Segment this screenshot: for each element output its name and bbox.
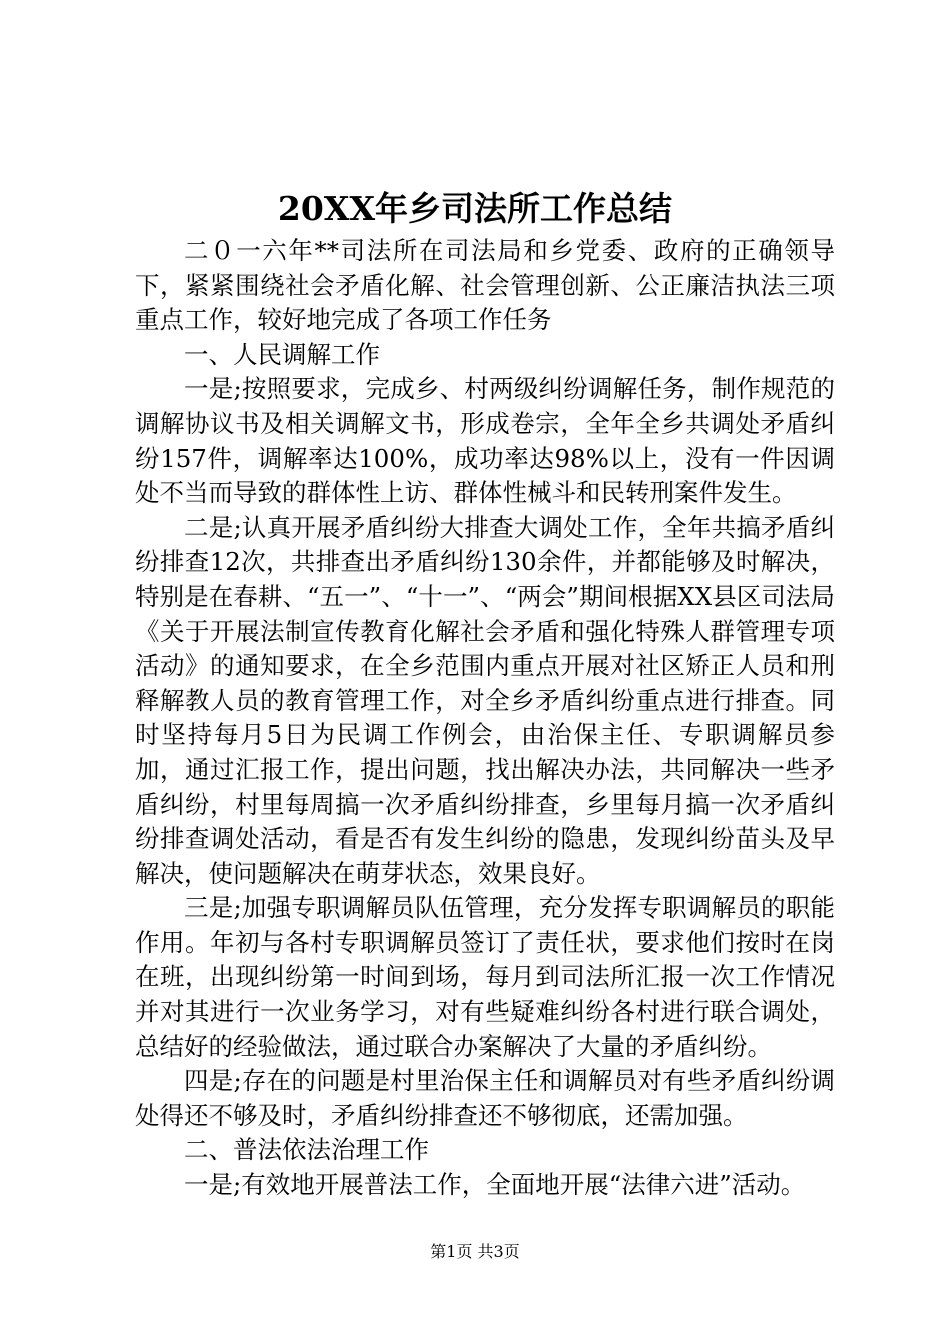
document-body — [135, 234, 835, 1203]
paragraph-intro: 二０一六年**司法所在司法局和乡党委、政府的正确领导下，紧紧围绕社会矛盾化解、社会管理创新、公正廉洁执法三项重点工作，较好地完成了各项工作任务 — [135, 236, 835, 335]
section-heading-legal-education: 二、普法依法治理工作 — [184, 1135, 429, 1165]
paragraph-item-1: 一是;按照要求，完成乡、村两级纠纷调解任务，制作规范的调解协议书及相关调解文书，形成卷宗，全年全乡共调处矛盾纠纷157件，调解率达100%，成功率达98%以上，没有一件因调处不当而导致的群体性上访、群体性械斗和民转刑案件发生。 — [135, 374, 835, 508]
document-title: 20XX年乡司法所工作总结 — [277, 189, 673, 228]
paragraph-item-4: 四是;存在的问题是村里治保主任和调解员对有些矛盾纠纷调处得还不够及时，矛盾纠纷排查还不够彻底，还需加强。 — [135, 1066, 835, 1130]
paragraph-legal-item-1: 一是;有效地开展普法工作，全面地开展“法律六进”活动。 — [184, 1170, 806, 1200]
paragraph-item-2: 二是;认真开展矛盾纠纷大排查大调处工作，全年共搞矛盾纠纷排查12次，共排查出矛盾纠纷130余件，并都能够及时解决，特别是在春耕、“五一”、“十一”、“两会”期间根据XX县区司法局《关于开展法制宣传教育化解社会矛盾和强化特殊人群管理专项活动》的通知要求，在全乡范围内重点开展对社区矫正人员和刑释解教人员的教育管理工作，对全乡矛盾纠纷重点进行排查。同时坚持每月5日为民调工作例会，由治保主任、专职调解员参加，通过汇报工作，提出问题，找出解决办法，共同解决一些矛盾纠纷，村里每周搞一次矛盾纠纷排查，乡里每月搞一次矛盾纠纷排查调处活动，看是否有发生纠纷的隐患，发现纠纷苗头及早解决，使问题解决在萌芽状态，效果良好。 — [135, 512, 835, 888]
section-heading-mediation: 一、人民调解工作 — [184, 339, 380, 369]
page-footer: 第1页 共3页 — [430, 1242, 520, 1261]
paragraph-item-3: 三是;加强专职调解员队伍管理，充分发挥专职调解员的职能作用。年初与各村专职调解员签订了责任状，要求他们按时在岗在班，出现纠纷第一时间到场，每月到司法所汇报一次工作情况并对其进行一次业务学习，对有些疑难纠纷各村进行联合调处，总结好的经验做法，通过联合办案解决了大量的矛盾纠纷。 — [135, 893, 835, 1061]
